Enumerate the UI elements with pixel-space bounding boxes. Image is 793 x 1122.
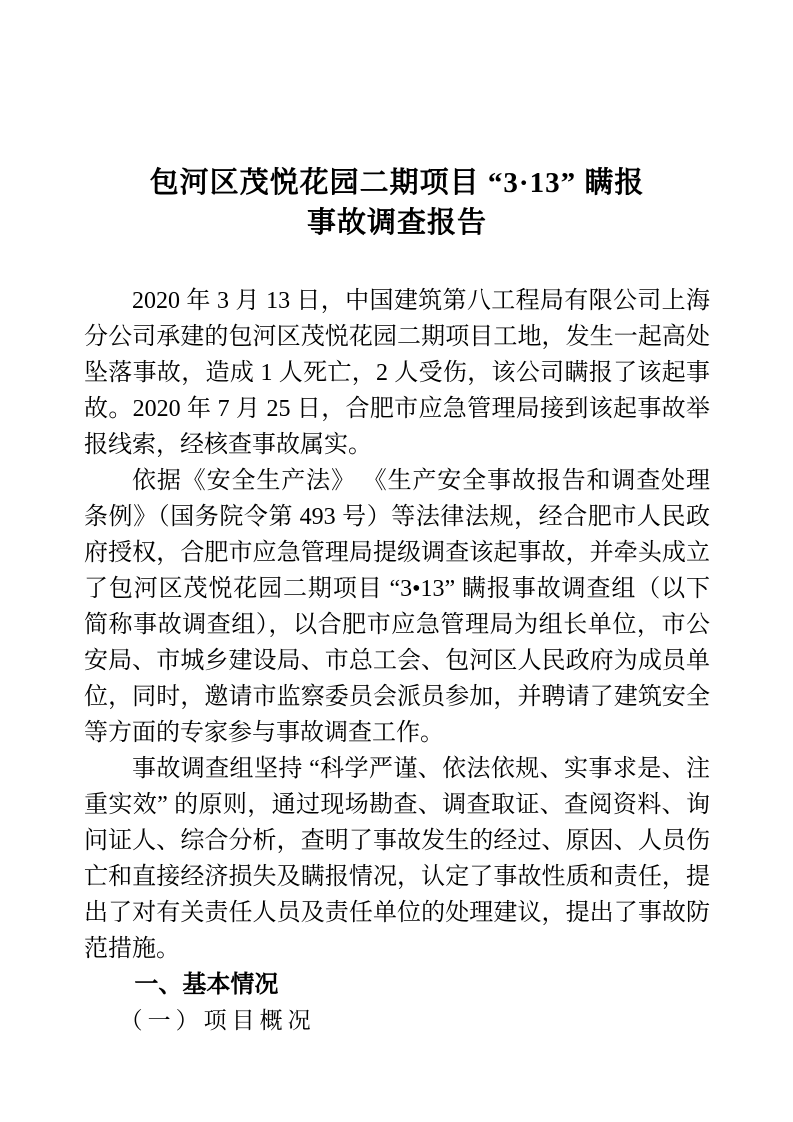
report-title-line-1: 包河区茂悦花园二期项目 “3·13” 瞒报 bbox=[149, 167, 645, 199]
paragraph-accident-intro: 2020 年 3 月 13 日，中国建筑第八工程局有限公司上海分公司承建的包河区茂悦花园二期项目工地，发生一起高处坠落事故，造成 1 人死亡，2 人受伤，该公司瞒报了该起事故。2020 年 7 月 25 日，合肥市应急管理局接到该起事故举报线索，经核查事故属实。 bbox=[84, 288, 710, 458]
paragraph-legal-basis: 依据《安全生产法》 《生产安全事故报告和调查处理条例》（国务院令第 493 号）等法律法规，经合肥市人民政府授权，合肥市应急管理局提级调查该起事故，并牵头成立了包河区茂悦花园二期项目 “3•13” 瞒报事故调查组（以下简称事故调查组），以合肥市应急管理局为组长单位，市公安局、市城乡建设局、市总工会、包河区人民政府为成员单位，同时，邀请市监察委员会派员参加，并聘请了建筑安全等方面的专家参与事故调查工作。 bbox=[84, 468, 710, 746]
section-heading-basic-info: 一、基本情况 bbox=[134, 971, 279, 998]
subsection-heading-project-overview: （一）项目概况 bbox=[119, 1008, 316, 1033]
report-title-line-2: 事故调查报告 bbox=[306, 207, 487, 239]
report-title bbox=[84, 163, 710, 243]
paragraph-investigation-principles: 事故调查组坚持 “科学严谨、依法依规、实事求是、注重实效” 的原则，通过现场勘查、调查取证、查阅资料、询问证人、综合分析，查明了事故发生的经过、原因、人员伤亡和直接经济损失及瞒报情况，认定了事故性质和责任，提出了对有关责任人员及责任单位的处理建议，提出了事故防范措施。 bbox=[84, 756, 710, 962]
report-body bbox=[84, 283, 710, 1039]
